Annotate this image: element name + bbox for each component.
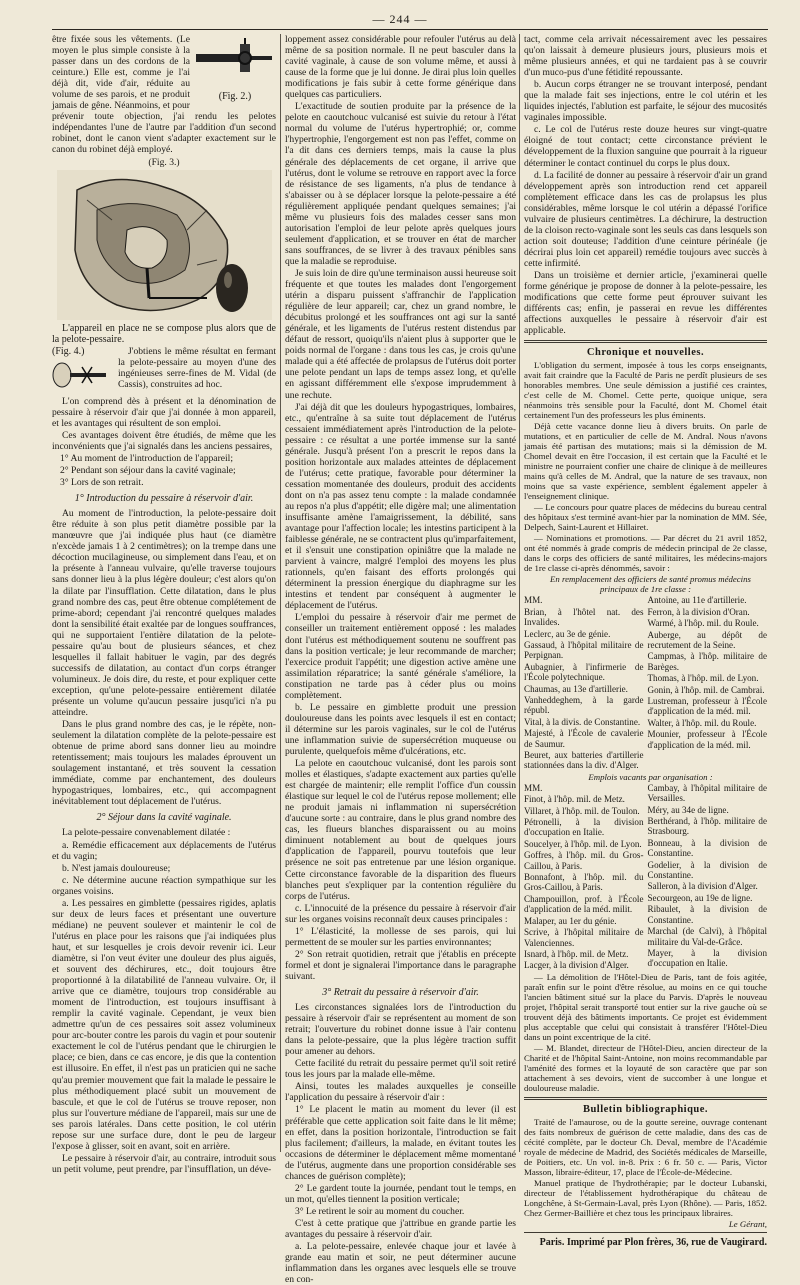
appointment-entry: Méry, au 34e de ligne. (647, 804, 729, 815)
paragraph: La pelote en caoutchouc vulcanisé, dont les parois sont molles et élastiques, s'adapte exactement aux parties qu'elle est chargée de maintenir; elle remplit l'office d'un coussin élastique sur lequel le col de l'utérus repose mollement; elle ne produit jamais ni inflammation ni supersécrétion d'aucune sorte : au contraire, dans le plus grand nombre des cas, les flueurs blanches disparaissent ou au moins diminuent notablement au bout de quelques jours d'application de l'appareil, pourvu toutefois que leur présence ne soit pas entretenue par une lésion organique. Cette circonstance favorable de la disparition des flueurs blanches peut s'expliquer par la contention régulière du corps de l'utérus. (285, 758, 516, 902)
appointment-entry: Ferron, à la division d'Oran. (647, 606, 750, 617)
paragraph: 3° Le retirent le soir au moment du coucher. (295, 1205, 465, 1217)
appointment-entry: Gassaud, à l'hôpital militaire de Perpignan. (524, 639, 644, 661)
paragraph: c. Ne détermine aucune réaction sympathique sur les organes voisins. (52, 874, 276, 897)
stopcock-illustration (194, 34, 276, 88)
appointment-entry: Malaper, au 1er du génie. (524, 915, 617, 926)
appointment-entry: Lacger, à la division d'Alger. (524, 960, 629, 971)
paragraph: Au moment de l'introduction, la pelote-pessaire doit être réduite à son plus petit diamètre possible par la manœuvre que j'ai indiquée plus haut (ce diamètre n'excède jamais 1 à 2 centimètres); on la trempe dans une décoction mucilagineuse, ou simplement dans l'eau, et on la présente à l'anneau vulvaire, qu'elle traverse toujours sans donner lieu à la plus légère douleur; c'est alors qu'on la dilate par l'insufflation. Cette dilatation, dans le plus grand nombre des cas, peut être obtenue complétement de prime-abord; cependant j'ai rencontré quelques malades dont la sensibilité était exaltée par de longues souffrances, qui ne supportaient l'entière dilatation de la pelote-pessaire qu'au bout de plusieurs séances, et chez lesquelles il fallait habituer le vagin, par des degrés successifs de dilatation, au contact d'un corps étranger volumineux. Je dois dire, du reste, et pour expliquer cette exception, qu'une pelote-pessaire entièrement dilatée présente un volume qu'aucun pessaire jusqu'ici n'a pu atteindre. (52, 508, 276, 719)
paragraph: Cette facilité du retrait du pessaire permet qu'il soit retiré tous les jours par la malade elle-même. (285, 1058, 516, 1081)
column-divider (280, 34, 281, 1152)
paragraph: L'emploi du pessaire à réservoir d'air me permet de conseiller un traitement entièrement opposé : les malades dont l'utérus est méthodiquement soutenu ne souffrent pas dans la position verticale; je leur recommande de marcher; l'exercice produit l'appétit; une digestion active amène une assimilation réparatrice; la santé générale s'améliore, la constipation ne tarde pas à céder plus ou moins complètement. (285, 612, 516, 701)
figure-4-label: (Fig. 4.) (52, 345, 85, 357)
appointment-entry: Scrive, à l'hôpital militaire de Valenciennes. (524, 927, 644, 948)
paragraph: tact, comme cela arrivait nécessairement avec les pessaires qu'on laissait à demeure plusieurs jours, plusieurs mois et même plusieurs années, et qui ne tardaient pas à se couvrir d'un muco-pus d'une fétidité repoussante. (524, 34, 767, 79)
appointment-entry: Villaret, à l'hôp. mil. de Toulon. (524, 805, 640, 816)
paragraph: Les circonstances signalées lors de l'introduction du pessaire à réservoir d'air se représentent au moment de son retrait; l'ouverture du robinet donne issue à l'air contenu dans la pelote-pessaire, que la plus légère traction suffit pour amener au dehors. (285, 1002, 516, 1058)
news-paragraph: En remplacement des officiers de santé promus médecins principaux de 1re classe : (550, 574, 751, 595)
paragraph: J'obtiens le même résultat en fermant la pelote-pessaire au moyen d'une des ingénieuses serre-fines de M. Vidal (de Cassis), construites ad hoc. (118, 345, 276, 390)
news-paragraph: Emplois vacants par organisation : (588, 771, 713, 782)
appointments-column (524, 783, 644, 972)
paragraph: 2° Le gardent toute la journée, pendant tout le temps, en un mot, qu'elles tiennent la position verticale; (285, 1182, 516, 1205)
paragraph: J'ai déjà dit que les douleurs hypogastriques, lombaires, etc., qu'entraîne à sa suite tout déplacement de l'utérus cessaient immédiatement après l'introduction de la pelote-pessaire : ce résultat a une portée immense sur la santé générale. Jusqu'à présent l'on a prescrit le repos dans la position horizontale aux malades atteintes de déplacement de l'utérus; cette pratique, favorable pour déterminer la cessation momentanée des douleurs, produit des accidents dont on n'a pas assez tenu compte : la malade condamnée au repos n'a plus d'appétit; elle digère mal; une alimentation insuffisante amène l'amaigrissement, la débilité, sans avantage pour l'affection locale; les intestins participent à la faiblesse générale, ne se contractent plus qu'imparfaitement, et il s'ensuit une constipation opiniâtre que la malade ne parvient à vaincre, malgré l'emploi des moyens les plus rationnels, qu'en faisant des efforts prolongés qui déterminent la pression énergique du diaphragme sur les intestins et tendent par conséquent à augmenter le déplacement de l'utérus. (285, 401, 516, 612)
paragraph: Le pessaire à réservoir d'air, au contraire, introduit sous un petit volume, peut prendre, par l'insufflation, un déve- (52, 1152, 276, 1175)
paragraph: Je suis loin de dire qu'une terminaison aussi heureuse soit fréquente et que toutes les malades dont l'engorgement utérin a disparu puissent s'affranchir de l'application régulière de leur appareil; car, chez un grand nombre, le décubitus prolongé et les souffrances ont agi sur la santé générale, et les ligaments de l'utérus restent distendus par défaut de ressort, quoiqu'ils n'aient plus à supporter que le poids normal de l'organe : dans tous les cas, je crois qu'une malade qui a été affectée de prolapsus de l'utérus doit porter une pelote pendant un laps de temps assez long, et qu'elle en agissant différemment elle s'expose imprudemment à une rechute. (285, 267, 517, 401)
news-paragraph: — Nominations et promotions. — Par décret du 21 avril 1852, ont été nommés à grade compris de médecin principal de 2e classe, dans le corps des officiers de santé militaires, les médecins-majors de 1re classe ci-après dénommés, savoir : (524, 533, 767, 574)
figure-4 (52, 346, 114, 394)
news-paragraph: Déjà cette vacance donne lieu à divers bruits. On parle de mutations, et en particulier de celle de M. Andral. Nous n'avons jamais été partisan des mutations; mais si la démission de M. Chomel devait en être l'occasion, il est certain que la Faculté et le ministre ne pourraient confier une chaire de clinique à de meilleures mains qu'à celles de M. Andral, que la nature de ses travaux, non moins que sa vaste expérience, semblent également appeler à l'enseignement clinique. (524, 421, 767, 502)
news-paragraph: — M. Blandet, directeur de l'Hôtel-Dieu, ancien directeur de la Charité et de l'hôpital Saint-Antoine, non moins recommandable par l'aménité des formes et la loyauté de son caractère que par son attachement à ses devoirs, vient de succomber à une longue et douloureuse maladie. (524, 1042, 767, 1093)
paragraph: Ces avantages doivent être étudiés, de même que les inconvénients que j'ai signalés dans les anciens pessaires, (52, 429, 276, 452)
section-heading: 2° Séjour dans la cavité vaginale. (96, 812, 232, 824)
paragraph: L'exactitude de soutien produite par la présence de la pelote en caoutchouc vulcanisé est suivie du retour à l'état normal du volume de l'utérus hypertrophié; or, comme l'hypertrophie, l'engorgement est non pas l'effet, comme on l'a dit dans ces derniers temps, mais la cause la plus générale des déplacements de cet organe, il arrive que l'utérus, dont le volume se retrouve en rapport avec la force de résistance de ses ligaments, n'a plus de tendance à s'abaisser ou à se déplacer lorsque la pelote-pessaire a été régulièrement appliquée pendant quelques semaines; j'ai même vu plusieurs fois des malades cesser sans mon autorisation l'emploi de leur pelote après quelques jours seulement d'application, et se trouver en état de marcher sans souffrances, de se livrer à des travaux pénibles sans que la maladie se reproduise. (285, 101, 516, 267)
appointment-entry: Soucelyer, à l'hôp. mil. de Lyon. (524, 838, 642, 849)
list-item: 1° Au moment de l'introduction de l'appareil; (60, 452, 234, 464)
appointment-entry: Vanheddeghem, à la garde républ. (524, 694, 644, 716)
pessary-clamp-illustration (52, 357, 114, 391)
appointments-list-1 (524, 595, 767, 772)
paragraph: b. Aucun corps étranger ne se trouvant interposé, pendant que la malade fait ses injections, entre le col utérin et les liquides injectés, l'ablution est parfaite, le séjour des mucosités vaginales impossible. (524, 79, 767, 124)
paragraph: a. Remédie efficacement aux déplacements de l'utérus et du vagin; (52, 839, 276, 862)
appointment-entry: Lustreman, professeur à l'École d'application de la méd. mil. (647, 695, 767, 717)
paragraph: c. Le col de l'utérus reste douze heures sur vingt-quatre éloigné de tout contact; cette circonstance prévient le développement de la fluxion sanguine que pourrait à la rigueur déterminer le contact continuel du corps le plus doux. (524, 124, 767, 169)
appointments-column (524, 595, 644, 772)
appointment-entry: Thomas, à l'hôp. mil. de Lyon. (647, 673, 759, 684)
header-rule (52, 29, 768, 30)
column-middle (285, 34, 517, 1285)
paragraph: Dans le plus grand nombre des cas, je le répète, non-seulement la dilatation complète de la pelote-pessaire est obtenue de prime abord sans donner lieu au moindre retentissement; mais toujours les malades éprouvent un soulagement instantané, et très souvent la cessation immédiate, comme par enchantement, des douleurs hypogastriques, lombaires, etc., qui accompagnent inévitablement tout déplacement de l'utérus. (52, 719, 276, 808)
appointment-entry: Gonin, à l'hôp. mil. de Cambrai. (647, 684, 765, 695)
news-paragraph: L'obligation du serment, imposée à tous les corps enseignants, avait fait craindre que la Faculté de Paris ne perdît plusieurs de ses honorables membres. Une seule démission a justifié ces craintes, c'est celle de M. Chomel. Cette perte, quoique unique, sera néanmoins très sensible pour la Faculté, dont M. Chomel était certainement l'un des professeurs les plus éminents. (524, 360, 767, 421)
paragraph: c. L'innocuité de la présence du pessaire à réservoir d'air sur les organes voisins reconnaît deux causes principales : (285, 902, 516, 925)
section-heading: 1° Introduction du pessaire à réservoir d'air. (74, 493, 254, 505)
appointment-entry: Isnard, à l'hôp. mil. de Metz. (524, 948, 629, 959)
appointment-entry: MM. (524, 595, 543, 606)
appointment-entry: Majesté, à l'École de cavalerie de Saumur. (524, 728, 644, 749)
appointment-entry: Campmas, à l'hôp. militaire de Barèges. (647, 651, 767, 672)
paragraph: a. La pelote-pessaire, enlevée chaque jour et lavée à grande eau matin et soir, ne peut déterminer aucune inflammation dans les organes avec lesquels elle se trouve en con- (285, 1241, 516, 1285)
appointment-entry: Warmé, à l'hôp. mil. du Roule. (647, 618, 759, 629)
appointment-entry: Ribaulet, à la division de Constantine. (647, 904, 767, 925)
list-item: 3° Lors de son retrait. (60, 477, 144, 489)
paragraph: b. Le pessaire en gimblette produit une pression douloureuse dans les points avec lesquels il est en contact; il détermine sur les parois vaginales, sur le col de l'utérus une inflammation suivie de supersécrétion muqueuse ou purulente, quelquefois même d'ulcérations, etc. (285, 701, 516, 757)
figure-2-label: (Fig. 2.) (218, 91, 252, 103)
divider (524, 1232, 767, 1233)
appointment-entry: Godelier, à la division de Constantine. (647, 859, 767, 881)
appointment-entry: Goffres, à l'hôp. mil. du Gros-Caillou, à Paris. (524, 850, 644, 871)
column-divider (519, 34, 520, 1152)
appointment-entry: Bonnafont, à l'hôp. mil. du Gros-Caillou, à Paris. (524, 872, 644, 893)
paragraph: L'on comprend dès à présent et la dénomination de pessaire à réservoir d'air que j'ai donnée à mon appareil, et les avantages qui résultent de son emploi. (52, 395, 276, 429)
appointment-entry: Berthérand, à l'hôp. militaire de Strasbourg. (647, 816, 767, 837)
paragraph: 1° L'élasticité, la mollesse de ses parois, qui lui permettent de se mouler sur les parties environnantes; (285, 925, 516, 948)
paragraph: 1° Le placent le matin au moment du lever (il est préférable que cette application soit faite dans le lit même; en effet, dans la position horizontale, l'introduction se fait plus facilement; d'ailleurs, la malade, en évitant toutes les occasions de déterminer le déplacement même momentané de l'utérus, augmente dans une proportion considérable ses chances de guérison complète); (285, 1104, 516, 1182)
appointment-entry: Bonneau, à la division de Constantine. (647, 837, 767, 859)
appointment-entry: Vital, à la divis. de Constantine. (524, 716, 641, 727)
section-heading: 3° Retrait du pessaire à réservoir d'air. (322, 986, 479, 998)
appointments-column (648, 595, 768, 772)
section-divider (524, 1097, 767, 1100)
appointment-entry: Chaumas, au 13e d'artillerie. (524, 683, 628, 694)
appointment-entry: Finot, à l'hôp. mil. de Metz. (524, 794, 625, 805)
appointment-entry: Aubagnier, à l'infirmerie de l'École polytechnique. (524, 661, 644, 683)
news-paragraph: — Le concours pour quatre places de médecins du bureau central des hôpitaux s'est terminé avant-hier par la nomination de MM. Sée, Delpech, Saint-Laurent et Hillairet. (524, 502, 767, 533)
paragraph: Dans un troisième et dernier article, j'examinerai quelle forme générique je propose de donner à la pelote-pessaire, les modifications que cette forme peut éprouver suivant les différents cas; enfin, je passerai en revue les différentes affections auxquelles le pessaire à réservoir d'air est applicable. (524, 269, 767, 337)
paragraph: C'est à cette pratique que j'attribue en grande partie les avantages du pessaire à réservoir d'air. (285, 1217, 516, 1240)
appointments-list-2 (524, 783, 767, 972)
appointment-entry: Salleron, à la division d'Alger. (647, 881, 758, 892)
appointment-entry: Pétronelli, à la division d'occupation en Italie. (524, 817, 644, 838)
list-item: 2° Pendant son séjour dans la cavité vaginale; (60, 465, 236, 477)
paragraph: d. La facilité de donner au pessaire à réservoir d'air un grand développement après son introduction rend cet appareil complètement efficace dans les cas de prolapsus les plus considérables, même lorsque le col utérin a dépassé l'orifice vulvaire de plusieurs centimètres. La déchirure, la destruction de la cloison recto-vaginale sont les seuls cas dans lesquels son action soit douteuse; l'addition d'une ceinture périnéale (je décrirai plus loin cet appareil) remédie toujours avec succès à cette infirmité. (524, 169, 767, 269)
paragraph: b. N'est jamais douloureuse; (62, 862, 171, 874)
appointment-entry: Walter, à l'hôp. mil. du Roule. (647, 717, 757, 728)
figure-3-label: (Fig. 3.) (148, 156, 180, 168)
appointment-entry: Leclerc, au 3e de génie. (524, 628, 611, 639)
appointment-entry: Secourgeon, au 19e de ligne. (647, 892, 753, 903)
column-right (524, 34, 767, 1248)
paragraph: être fixée sous les vêtements. (Le moyen le plus simple consiste à la passer dans un des cordons de la ceinture.) Elle est, comme je l'ai déjà dit, vide d'air, réduite au volume de ses parois, et ne produit jamais de gêne. Néanmoins, et pour prévenir toute objection, j'ai rendu les pelotes indépendantes l'une de l'autre par l'addition d'un second robinet, dont le canon vient s'adapter exactement sur le canon du robinet déjà employé. (52, 34, 276, 156)
column-left (52, 34, 276, 1175)
figure-2 (194, 34, 276, 102)
chronique-heading: Chronique et nouvelles. (586, 347, 705, 359)
appointment-entry: Antoine, au 11e d'artillerie. (647, 595, 747, 606)
page-number: — 244 — (372, 12, 428, 26)
paragraph: La pelote-pessaire convenablement dilatée : (62, 827, 231, 839)
appointment-entry: Cambay, à l'hôpital militaire de Versailles. (647, 782, 767, 804)
figure-3-caption: L'appareil en place ne se compose plus alors que de la pelote-pessaire. (52, 322, 276, 345)
bulletin-heading: Bulletin bibliographique. (582, 1103, 709, 1115)
imprint: Paris. Imprimé par Plon frères, 36, rue de Vaugirard. (539, 1236, 767, 1248)
appointment-entry: Beuret, aux batteries d'artillerie stationnées dans la div. d'Alger. (524, 750, 644, 771)
appointment-entry: MM. (524, 782, 543, 793)
appointment-entry: Marchal (de Calvi), à l'hôpital militaire du Val-de-Grâce. (647, 926, 767, 947)
appointment-entry: Auberge, au dépôt de recrutement de la Seine. (647, 629, 767, 650)
news-paragraph: — La démolition de l'Hôtel-Dieu de Paris, tant de fois agitée, paraît enfin sur le point d'être résolue, au moins en ce qui touche l'ancien bâtiment situé sur la place du Parvis. D'après le nouveau projet, l'hôpital serait transporté tout entier sur la rive gauche où se trouvent déjà des bâtiments importants. Ce projet est évidemment plus acceptable que celui qui consistait à transférer l'Hôtel-Dieu dans un point excentrique de la cité. (524, 971, 767, 1042)
appointment-entry: Mayer, à la division d'occupation en Italie. (647, 947, 767, 969)
paragraph: a. Les pessaires en gimblette (pessaires rigides, aplatis sur deux de leurs faces et présentant une ouverture médiane) ne peuvent soulever et maintenir le col de l'utérus en place pour les raisons que j'ai indiquées plus haut, et sur lesquelles je crois devoir revenir ici. Leur diamètre, si l'on veut éviter une douleur des plus aiguës, et souvent des déchirures, etc., doit toujours être proportionné à la dilatabilité de l'anneau vulvaire. Or, il arrive que ce diamètre, toujours trop considérable au moment de l'introduction, est toujours insuffisant à remplir la cavité vaginale. Cependant, je veux bien admettre qu'un de ces pessaires soit assez volumineux pour arc-bouter contre les parois du vagin et pour soutenir exactement le col de l'utérus pendant que le chirurgien le place; ce bien, dans ce cas encore, je dis que la contention est illusoire. En effet, il n'est pas un praticien qui ne sache qu'au premier mouvement que fait la malade le pessaire le plus méthodiquement placé subit un mouvement de bascule, et que le col de l'utérus se trouve reposer, non plus sur l'ouverture médiane de l'appareil, mais sur une de ses parois latérales. Dans cette position, le col utérin repose sur une surface dure, dont le peu de largeur l'expose à glisser, soit en avant, soit en arrière. (52, 897, 276, 1152)
appointment-entry: Brian, à l'hôtel nat. des Invalides. (524, 606, 644, 628)
appointments-column (648, 783, 768, 972)
paragraph: 2° Son retrait quotidien, retrait que j'établis en précepte formel et dont je signalerai l'importance dans le paragraphe suivant. (285, 948, 516, 982)
book-notice: Traité de l'amaurose, ou de la goutte sereine, ouvrage contenant des faits nombreux de guérison de cette maladie, dans des cas de cécité complète, par le docteur Ch. Deval, membre de l'Académie royale de médecine de Madrid, des Sociétés médicales de Marseille, de Poitiers, etc. Un vol. in-8. Prix : 6 fr. 50 c. — Paris, Victor Masson, libraire-éditeur, 17, place de l'École-de-Médecine. (524, 1116, 767, 1177)
paragraph: loppement assez considérable pour refouler l'utérus au delà même de sa position normale. Il ne peut basculer dans la cavité vaginale, à cause de son volume même, et aussi à cause de la forme que je lui donne. Je dirai plus loin quelles modifications je fais subir à cette forme générique dans quelques cas particuliers. (285, 34, 516, 101)
book-notice: Manuel pratique de l'hydrothérapie; par le docteur Lubanski, directeur de l'établissement hydrothérapique du château de Longchêne, à St-Germain-Laval, près Lyon (Rhône). — Paris, 1852. Chez Germer-Baillière et chez tous les principaux libraires. (524, 1177, 767, 1218)
appointment-entry: Mounier, professeur à l'École d'application de la méd. mil. (647, 729, 767, 750)
gerant-label: Le Gérant, (728, 1218, 767, 1229)
paragraph: Ainsi, toutes les malades auxquelles je conseille l'application du pessaire à réservoir d'air : (285, 1081, 516, 1104)
section-divider (524, 340, 767, 343)
appointment-entry: Champouillon, prof. à l'École d'application de la méd. milit. (524, 893, 644, 915)
pelvis-anatomy-illustration (57, 170, 272, 320)
